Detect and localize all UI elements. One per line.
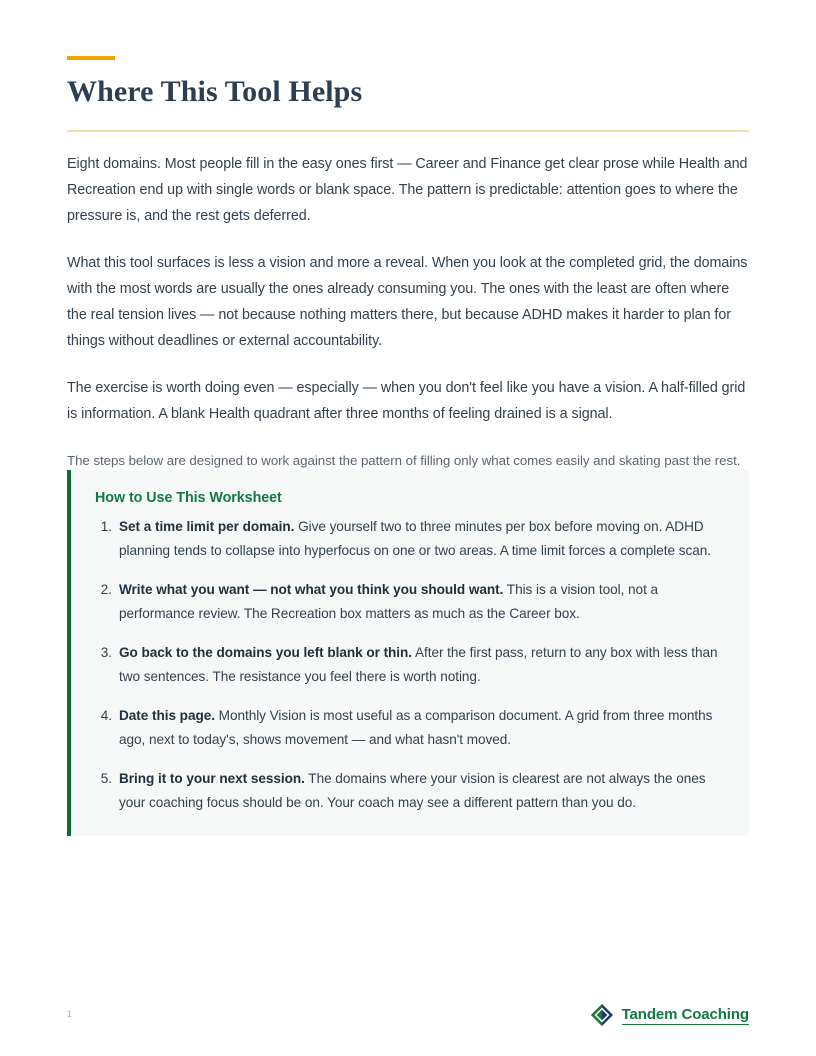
step-text: This is a vision tool, not a performance review. The Recreation box matters as much as the Career box. bbox=[119, 582, 659, 621]
step-text: Monthly Vision is most useful as a comparison document. A grid from three months ago, next to today's, shows movement — and what hasn't moved. bbox=[119, 708, 713, 747]
body-paragraph-3: The exercise is worth doing even — especially — when you don't feel like you have a vision. A half-filled grid is information. A blank Health quadrant after three months of feeling drained is a signal. bbox=[67, 379, 746, 422]
step-text: After the first pass, return to any box with less than two sentences. The resistance you feel there is worth noting. bbox=[119, 645, 718, 684]
title-accent-bar bbox=[67, 56, 115, 60]
step-number: 2. bbox=[100, 582, 112, 597]
step-lead: Set a time limit per domain. bbox=[119, 519, 295, 534]
step-text: Give yourself two to three minutes per box before moving on. ADHD planning tends to collapse into hyperfocus on one or two areas. A time limit forces a complete scan. bbox=[119, 519, 711, 558]
list-item bbox=[95, 641, 723, 688]
callout-title: How to Use This Worksheet bbox=[95, 490, 282, 506]
page-number: 1 bbox=[67, 1009, 73, 1019]
how-to-use-callout bbox=[67, 470, 749, 836]
body-paragraph-1: Eight domains. Most people fill in the easy ones first — Career and Finance get clear prose while Health and Recreation end up with single words or blank space. The pattern is predictable: attention goes to where the pressure is, and the rest gets deferred. bbox=[67, 155, 748, 224]
step-lead: Write what you want — not what you think you should want. bbox=[119, 582, 504, 597]
tandem-diamond-logo-icon bbox=[590, 1003, 614, 1027]
step-number: 1. bbox=[100, 519, 112, 534]
step-number: 5. bbox=[100, 771, 112, 786]
step-lead: Go back to the domains you left blank or thin. bbox=[119, 645, 413, 660]
list-item bbox=[95, 515, 723, 562]
body-paragraph-4: The steps below are designed to work against the pattern of filling only what comes easily and skating past the rest. bbox=[67, 452, 741, 468]
step-number: 4. bbox=[100, 708, 112, 723]
list-item bbox=[95, 578, 723, 625]
brand-logo bbox=[590, 1003, 749, 1027]
page-content bbox=[67, 0, 749, 494]
page-footer bbox=[0, 1000, 816, 1040]
list-item bbox=[95, 767, 723, 814]
brand-name: Tandem Coaching bbox=[621, 1005, 749, 1023]
step-number: 3. bbox=[100, 645, 112, 660]
steps-list bbox=[95, 515, 723, 814]
body-paragraph-2: What this tool surfaces is less a vision and more a reveal. When you look at the completed grid, the domains with the most words are usually the ones already consuming you. The ones with the least are often where the real tension lives — not because nothing matters there, but because ADHD makes it harder to plan for things without deadlines or external accountability. bbox=[67, 254, 748, 349]
intro-body bbox=[67, 151, 749, 473]
page-title: Where This Tool Helps bbox=[67, 75, 363, 108]
step-text: The domains where your vision is clearest are not always the ones your coaching focus should be on. Your coach may see a different pattern than you do. bbox=[119, 771, 706, 810]
step-lead: Date this page. bbox=[119, 708, 215, 723]
step-lead: Bring it to your next session. bbox=[119, 771, 305, 786]
list-item bbox=[95, 704, 723, 751]
title-divider bbox=[67, 130, 749, 132]
